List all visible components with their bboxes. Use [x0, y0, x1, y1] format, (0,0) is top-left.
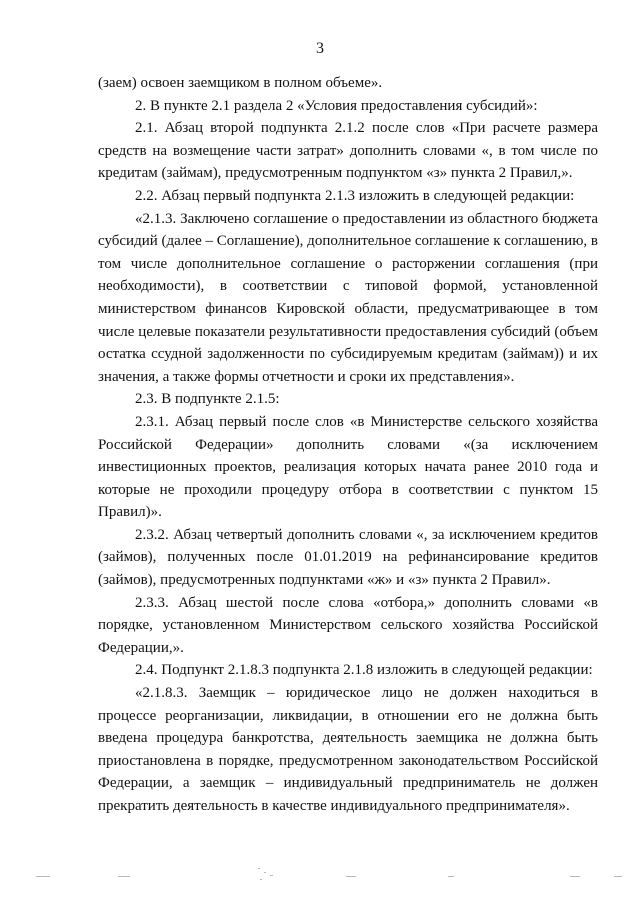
document-body — [98, 72, 598, 818]
paragraph-item-2-3-2: 2.3.2. Абзац четвертый дополнить словами «, за исключением кредитов (займов), полученных после 01.01.2019 на рефинансирование кредитов (займов), предусмотренных подпунктами «ж» и «з» пункта 2 Правил». — [98, 526, 598, 589]
paragraph-item-2-2: 2.2. Абзац первый подпункта 2.1.3 изложить в следующей редакции: — [135, 187, 575, 204]
page-number: 3 — [316, 40, 324, 57]
paragraph-quote-2-1-3: «2.1.3. Заключено соглашение о предоставлении из областного бюджета субсидий (далее – Соглашение), дополнительное соглашение к соглашению, в том числе дополнительное соглашение о расторжении соглашения (при необходимости), в соответствии с типовой формой, установленной министерством финансов Кировской области, предусматривающее в том числе целевые показатели результативности предоставления субсидий (объем остатка ссудной задолженности по субсидируемым кредитам (займам)) и их значения, а также формы отчетности и сроки их представления». — [98, 210, 598, 385]
paragraph-item-2-4: 2.4. Подпункт 2.1.8.3 подпункта 2.1.8 изложить в следующей редакции: — [135, 662, 593, 679]
paragraph-item-2-3-3: 2.3.3. Абзац шестой после слова «отбора,» дополнить словами «в порядке, установленном Министерством сельского хозяйства Российской Федерации,». — [98, 594, 598, 656]
paragraph-continuation: (заем) освоен заемщиком в полном объеме». — [98, 75, 383, 91]
paragraph-item-2-3-1: 2.3.1. Абзац первый после слов «в Министерстве сельского хозяйства Российской Федерации» дополнить словами «(за исключением инвестиционных проектов, реализация которых начата ранее 2010 года и которые не проходили процедуру отбора в соответствии с пунктом 15 Правил)». — [98, 413, 598, 521]
paragraph-item-2-1: 2.1. Абзац второй подпункта 2.1.2 после слов «При расчете размера средств на возмещение части затрат» дополнить словами «, в том числе по кредитам (займам), предусмотренным подпунктом «з» пункта 2 Правил,». — [98, 120, 598, 182]
paragraph-item-2: 2. В пункте 2.1 раздела 2 «Условия предоставления субсидий»: — [135, 97, 538, 114]
scan-specks — [0, 864, 640, 884]
paragraph-quote-2-1-8-3: «2.1.8.3. Заемщик – юридическое лицо не должен находиться в процессе реорганизации, ликвидации, в отношении его не должна быть введена процедура банкротства, деятельность заемщика не должна быть приостановлена в порядке, предусмотренном законодательством Российской Федерации, а заемщик – индивидуальный предприниматель не должен прекратить деятельность в качестве индивидуального предпринимателя». — [98, 685, 598, 814]
paragraph-item-2-3: 2.3. В подпункте 2.1.5: — [135, 391, 280, 408]
